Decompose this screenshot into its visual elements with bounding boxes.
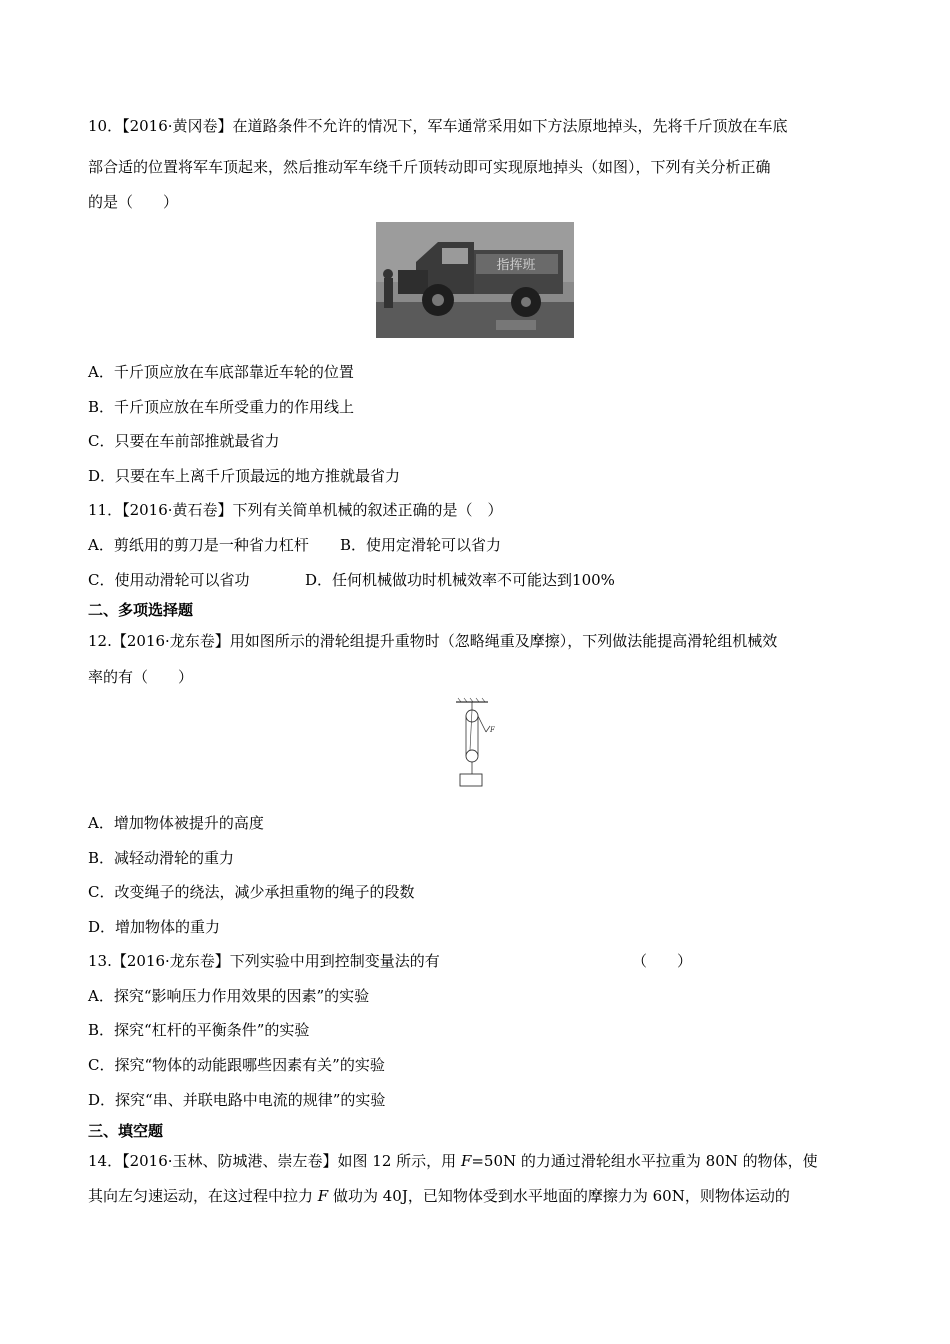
- q10-option-b: B．千斤顶应放在车所受重力的作用线上: [88, 398, 355, 416]
- q12-option-c: C．改变绳子的绕法，减少承担重物的绳子的段数: [88, 883, 415, 901]
- q14-line1-part-b: =50N 的力通过滑轮组水平拉重为 80N 的物体，使: [471, 1152, 818, 1170]
- q12-option-a: A．增加物体被提升的高度: [88, 814, 264, 832]
- q10-option-c: C．只要在车前部推就最省力: [88, 432, 280, 450]
- q14-line2-part-a: 其向左匀速运动，在这过程中拉力: [88, 1187, 318, 1205]
- q13-stem: 13.【2016·龙东卷】下列实验中用到控制变量法的有: [88, 952, 440, 970]
- q13-option-b: B．探究“杠杆的平衡条件”的实验: [88, 1021, 310, 1039]
- q14-force-symbol-1: F: [460, 1152, 472, 1170]
- q14-stem-line-1: [88, 1151, 818, 1171]
- q10-stem-line-2: 部合适的位置将军车顶起来，然后推动军车绕千斤顶转动即可实现原地掉头（如图），下列有关分析正确: [88, 158, 771, 176]
- q11-option-c: C．使用动滑轮可以省功: [88, 571, 250, 589]
- q11-option-b: B．使用定滑轮可以省力: [340, 536, 502, 554]
- q11-option-a: A．剪纸用的剪刀是一种省力杠杆: [88, 536, 309, 554]
- truck-photo: [376, 222, 574, 338]
- q11-stem: 11．【2016·黄石卷】下列有关简单机械的叙述正确的是（ ）: [88, 501, 503, 519]
- section-heading-fill-in: 三、填空题: [88, 1122, 164, 1140]
- force-label: F: [490, 726, 495, 734]
- q10-stem-line-1: 10．【2016·黄冈卷】在道路条件不允许的情况下，军车通常采用如下方法原地掉头，先将千斤顶放在车底: [88, 117, 788, 135]
- q13-option-d: D．探究“串、并联电路中电流的规律”的实验: [88, 1091, 386, 1109]
- q10-option-d: D．只要在车上离千斤顶最远的地方推就最省力: [88, 467, 401, 485]
- q11-option-d: D．任何机械做功时机械效率不可能达到100%: [305, 571, 615, 589]
- q13-option-a: A．探究“影响压力作用效果的因素”的实验: [88, 987, 370, 1005]
- q14-line1-part-a: 14．【2016·玉林、防城港、崇左卷】如图 12 所示，用: [88, 1152, 461, 1170]
- q12-option-d: D．增加物体的重力: [88, 918, 221, 936]
- q14-force-symbol-2: F: [317, 1187, 329, 1205]
- q12-stem-line-1: 12.【2016·龙东卷】用如图所示的滑轮组提升重物时（忽略绳重及摩擦），下列做法能提高滑轮组机械效: [88, 632, 778, 650]
- truck-sign-text: 指挥班: [496, 258, 536, 273]
- q12-stem-line-2: 率的有（ ）: [88, 668, 194, 686]
- section-heading-multiple-choice: 二、多项选择题: [88, 601, 194, 619]
- q12-option-b: B．减轻动滑轮的重力: [88, 849, 235, 867]
- q10-stem-line-3: 的是（ ）: [88, 193, 179, 211]
- q13-answer-parenthesis: （ ）: [632, 952, 693, 970]
- pulley-diagram: [448, 696, 498, 788]
- q10-option-a: A．千斤顶应放在车底部靠近车轮的位置: [88, 363, 354, 381]
- q14-line2-part-b: 做功为 40J，已知物体受到水平地面的摩擦力为 60N，则物体运动的: [328, 1187, 790, 1205]
- q13-option-c: C．探究“物体的动能跟哪些因素有关”的实验: [88, 1056, 385, 1074]
- q14-stem-line-2: [88, 1186, 790, 1206]
